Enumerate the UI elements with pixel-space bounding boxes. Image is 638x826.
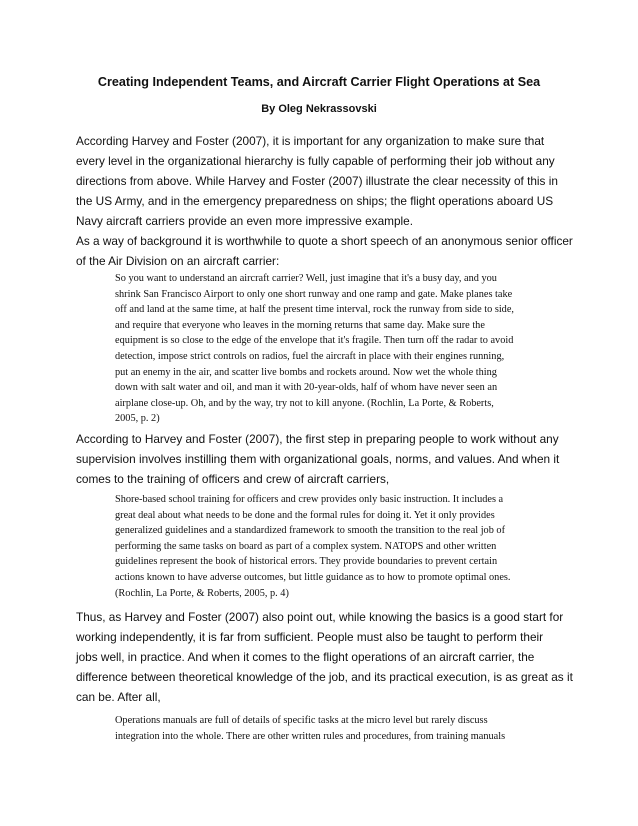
quote-line: equipment is so close to the edge of the envelope that it's fragile. Then turn off the radar to avoid <box>115 335 514 347</box>
text-line: working independently, it is far from sufficient. People must also be taught to perform their <box>76 630 544 644</box>
text-line: comes to the training of officers and crew of aircraft carriers, <box>76 472 390 486</box>
quote-line: and require that everyone who leaves in the morning returns that same day. Make sure the <box>115 319 485 331</box>
quote-line: off and land at the same time, at half the present time interval, rock the runway from side to side, <box>115 304 514 316</box>
block-quote-operations-manuals <box>115 713 575 744</box>
block-quote-officer-speech <box>115 271 575 427</box>
text-line: the US Army, and in the emergency preparedness on ships; the flight operations aboard US <box>76 194 554 208</box>
text-line: According Harvey and Foster (2007), it is important for any organization to make sure that <box>76 134 545 148</box>
quote-line: airplane close-up. Oh, and by the way, try not to kill anyone. (Rochlin, La Porte, & Roberts, <box>115 397 494 409</box>
quote-line: Shore-based school training for officers and crew provides only basic instruction. It includes a <box>115 494 504 505</box>
paragraph-background <box>76 231 576 271</box>
quote-line: detection, impose strict controls on radios, fuel the aircraft in place with their engines running, <box>115 350 505 362</box>
text-line: As a way of background it is worthwhile to quote a short speech of an anonymous senior officer <box>76 234 573 248</box>
text-line: every level in the organizational hierarchy is fully capable of performing their job without any <box>76 154 555 168</box>
text-line: of the Air Division on an aircraft carrier: <box>76 254 280 268</box>
block-quote-school-training <box>115 492 575 601</box>
quote-line: guidelines represent the book of historical errors. They provide boundaries to prevent certain <box>115 556 498 568</box>
quote-line: great deal about what needs to be done and the formal rules for doing it. Yet it only provides <box>115 509 495 521</box>
quote-line: (Rochlin, La Porte, & Roberts, 2005, p. 4) <box>115 587 289 599</box>
quote-line: integration into the whole. There are other written rules and procedures, from training manuals <box>115 730 506 742</box>
text-line: can be. After all, <box>76 690 161 704</box>
quote-line: actions known to have adverse outcomes, but little guidance as to how to promote optimal ones. <box>115 571 511 583</box>
document-title: Creating Independent Teams, and Aircraft Carrier Flight Operations at Sea <box>97 75 541 89</box>
text-line: According to Harvey and Foster (2007), the first step in preparing people to work without any <box>76 432 559 446</box>
text-line: supervision involves instilling them with organizational goals, norms, and values. And when it <box>76 452 560 466</box>
text-line: directions from above. While Harvey and Foster (2007) illustrate the clear necessity of this in <box>76 174 558 188</box>
text-line: jobs well, in practice. And when it comes to the flight operations of an aircraft carrier, the <box>76 650 535 664</box>
quote-line: Operations manuals are full of details of specific tasks at the micro level but rarely discuss <box>115 715 488 726</box>
quote-line: 2005, p. 2) <box>115 413 160 425</box>
quote-line: shrink San Francisco Airport to only one short runway and one ramp and gate. Make planes take <box>115 288 513 300</box>
quote-line: generalized guidelines and a standardized framework to smooth the transition to the real job of <box>115 525 506 537</box>
paragraph-introduction <box>76 131 576 231</box>
text-line: Thus, as Harvey and Foster (2007) also point out, while knowing the basics is a good start for <box>76 610 564 624</box>
paragraph-training <box>76 429 576 489</box>
author-byline: By Oleg Nekrassovski <box>261 103 377 115</box>
quote-line: put an enemy in the air, and scatter live bombs and rockets around. Now wet the whole thing <box>115 366 497 378</box>
text-line: difference between theoretical knowledge of the job, and its practical execution, is as great as it <box>76 670 573 684</box>
quote-line: performing the same tasks on board as part of a complex system. NATOPS and other written <box>115 540 497 552</box>
paragraph-practice <box>76 607 576 707</box>
quote-line: down with salt water and oil, and man it with 20-year-olds, half of whom have never seen an <box>115 382 498 394</box>
text-line: Navy aircraft carriers provide an even more impressive example. <box>76 214 413 228</box>
quote-line: So you want to understand an aircraft carrier? Well, just imagine that it's a busy day, and you <box>115 273 497 284</box>
